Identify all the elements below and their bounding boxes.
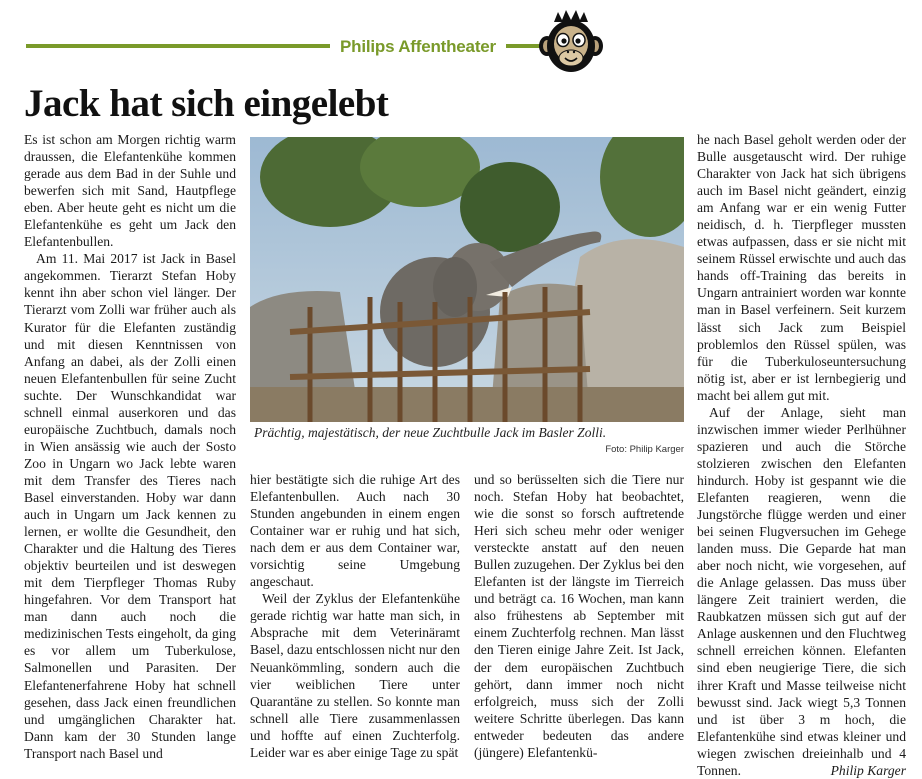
column-rubric: Philips Affentheater: [330, 34, 506, 60]
paragraph: hier bestätigte sich die ruhige Art des Elefantenbullen. Auch nach 30 Stunden angebunden in einem engen Container war er ruhig und hat sich, nach dem er aus dem Container war, vorsichtig seine Umgebung angeschaut.: [250, 472, 460, 590]
article-column-3: [474, 471, 684, 761]
paragraph-text: Auf der Anlage, sieht man inzwischen immer wieder Perlhühner spazieren und auch die Störche stolzieren zwischen den Elefanten hindurch. Hoby ist gespannt wie die Elefanten reagieren, wenn die Jungstörche flügge werden und einer bei seinen Flugversuchen im Gehege landen muss. Die Geparde hat man aber noch nicht, wie vorgesehen, auf die Anlage gelassen. Das muss über längere Zeit trainiert werden, die Raubkatzen müssen sich gut auf der Anlage auskennen und den Fluchtweg schnell erreichen können. Elefanten sind eben neugierige Tiere, die sich ihrer Kraft und Masse teilweise nicht bewusst sind. Jack wiegt 5,3 Tonnen und ist über 3 m hoch, die Elefantenkühe sind etwas kleiner und wiegen zwischen dreieinhalb und 4 Tonnen.: [697, 404, 906, 778]
paragraph: und so berüsselten sich die Tiere nur noch. Stefan Hoby hat beobachtet, wie die sonst so forsch auftretende Heri sich scheu mehr oder weniger versteckte anstatt auf den neuen Bullen zuzugehen. Der Zyklus bei den Elefanten ist der längste im Tierreich und beträgt ca. 16 Wochen, man kann also frühestens ab September mit einem Zuchterfolg rechnen. Man lässt den Tieren einige Jahre Zeit. Ist Jack, der dem europäischen Zuchtbuch gehört, dann immer noch nicht erfolgreich, muss sich der Zolli weitere Schritte überlegen. Das kann entweder bedeuten das andere (jüngere) Elefantenkü-: [474, 472, 684, 760]
paragraph: [697, 404, 906, 779]
paragraph: he nach Basel geholt werden oder der Bulle ausgetauscht wird. Der ruhige Charakter von Jack hat sich übrigens auch im Basel nicht geändert, einzig am Anfang war er ein wenig Futter neidisch, d. h. Tierpfleger mussten etwas aufpassen, dass er sie nicht mit seinem Rüssel erwischte und auch das hands off-Training das bereits in Ungarn antrainiert worden war konnte man in Basel verfeinern. Seit kurzem lässt sich Jack zum Beispiel problemlos den Rüssel spülen, was für die Tuberkuloseuntersuchung nötig ist, aber er ist lernbegierig und macht bei allem gut mit.: [697, 132, 906, 403]
elephant-photo: [250, 137, 684, 422]
monkey-logo-icon: [538, 8, 604, 78]
headline: Jack hat sich eingelebt: [24, 82, 389, 125]
photo-caption: Prächtig, majestätisch, der neue Zuchtbulle Jack im Basler Zolli.: [254, 425, 607, 440]
article-column-2: [250, 471, 460, 761]
paragraph: Weil der Zyklus der Elefantenkühe gerade richtig war hatte man sich, in Absprache mit dem Veterinäramt Basel, dazu entschlossen nicht nur den Neuankömmling, sondern auch die vier weiblichen Tiere unter Quarantäne zu stellen. So konnte man schnell alle Tiere zusammenlassen und hoffte auf einen Zuchterfolg. Leider war es aber einige Tage zu spät: [250, 591, 460, 760]
photo-credit: Foto: Philip Karger: [605, 444, 684, 455]
author-signature: Philip Karger: [830, 762, 906, 778]
paragraph: Es ist schon am Morgen richtig warm draussen, die Elefantenkühe kommen gerade aus dem Bad in der Suhle und bewerfen sich mit Sand, Hautpflege eben. Aber heute geht es nicht um die Elefantenkühe es geht um Jack den Elefantenbullen.: [24, 132, 236, 250]
article-column-4: [697, 131, 906, 779]
article-column-1: [24, 131, 236, 762]
paragraph: Am 11. Mai 2017 ist Jack in Basel angekommen. Tierarzt Stefan Hoby kennt ihn aber schon viel länger. Der Tierarzt vom Zolli war früher auch als Kurator für die Elefanten zuständig und mit diesen Kenntnissen von Anfang an dabei, als der Zolli einen neuen Elefantenbullen für seine Zucht suchte. Der Wunschkandidat war schnell einmal auserkoren und das europäische Zuchtbuch, damals noch in Wien ansässig wie auch der Sosto Zoo in Ungarn wo Jack lebte waren mit dem Transfer des Tieres nach Basel einverstanden. Hoby war dann auch in Ungarn um Jack kennen zu lernen, er wollte die Gesundheit, den Charakter und die Haltung des Tieres objektiv beurteilen und ist deswegen mit dem Tierpfleger Thomas Ruby hingefahren. Vor dem Transport hat man dann auch noch die medizinischen Tests eingeholt, da ging es vor allem um Tuberkulose, Salmonellen und Parasiten. Der Elefantenerfahrene Hoby hat schnell gesehen, dass Jack einen freundlichen und umgänglichen Charakter hat. Dann kam der 30 Stunden lange Transport nach Basel und: [24, 251, 236, 761]
